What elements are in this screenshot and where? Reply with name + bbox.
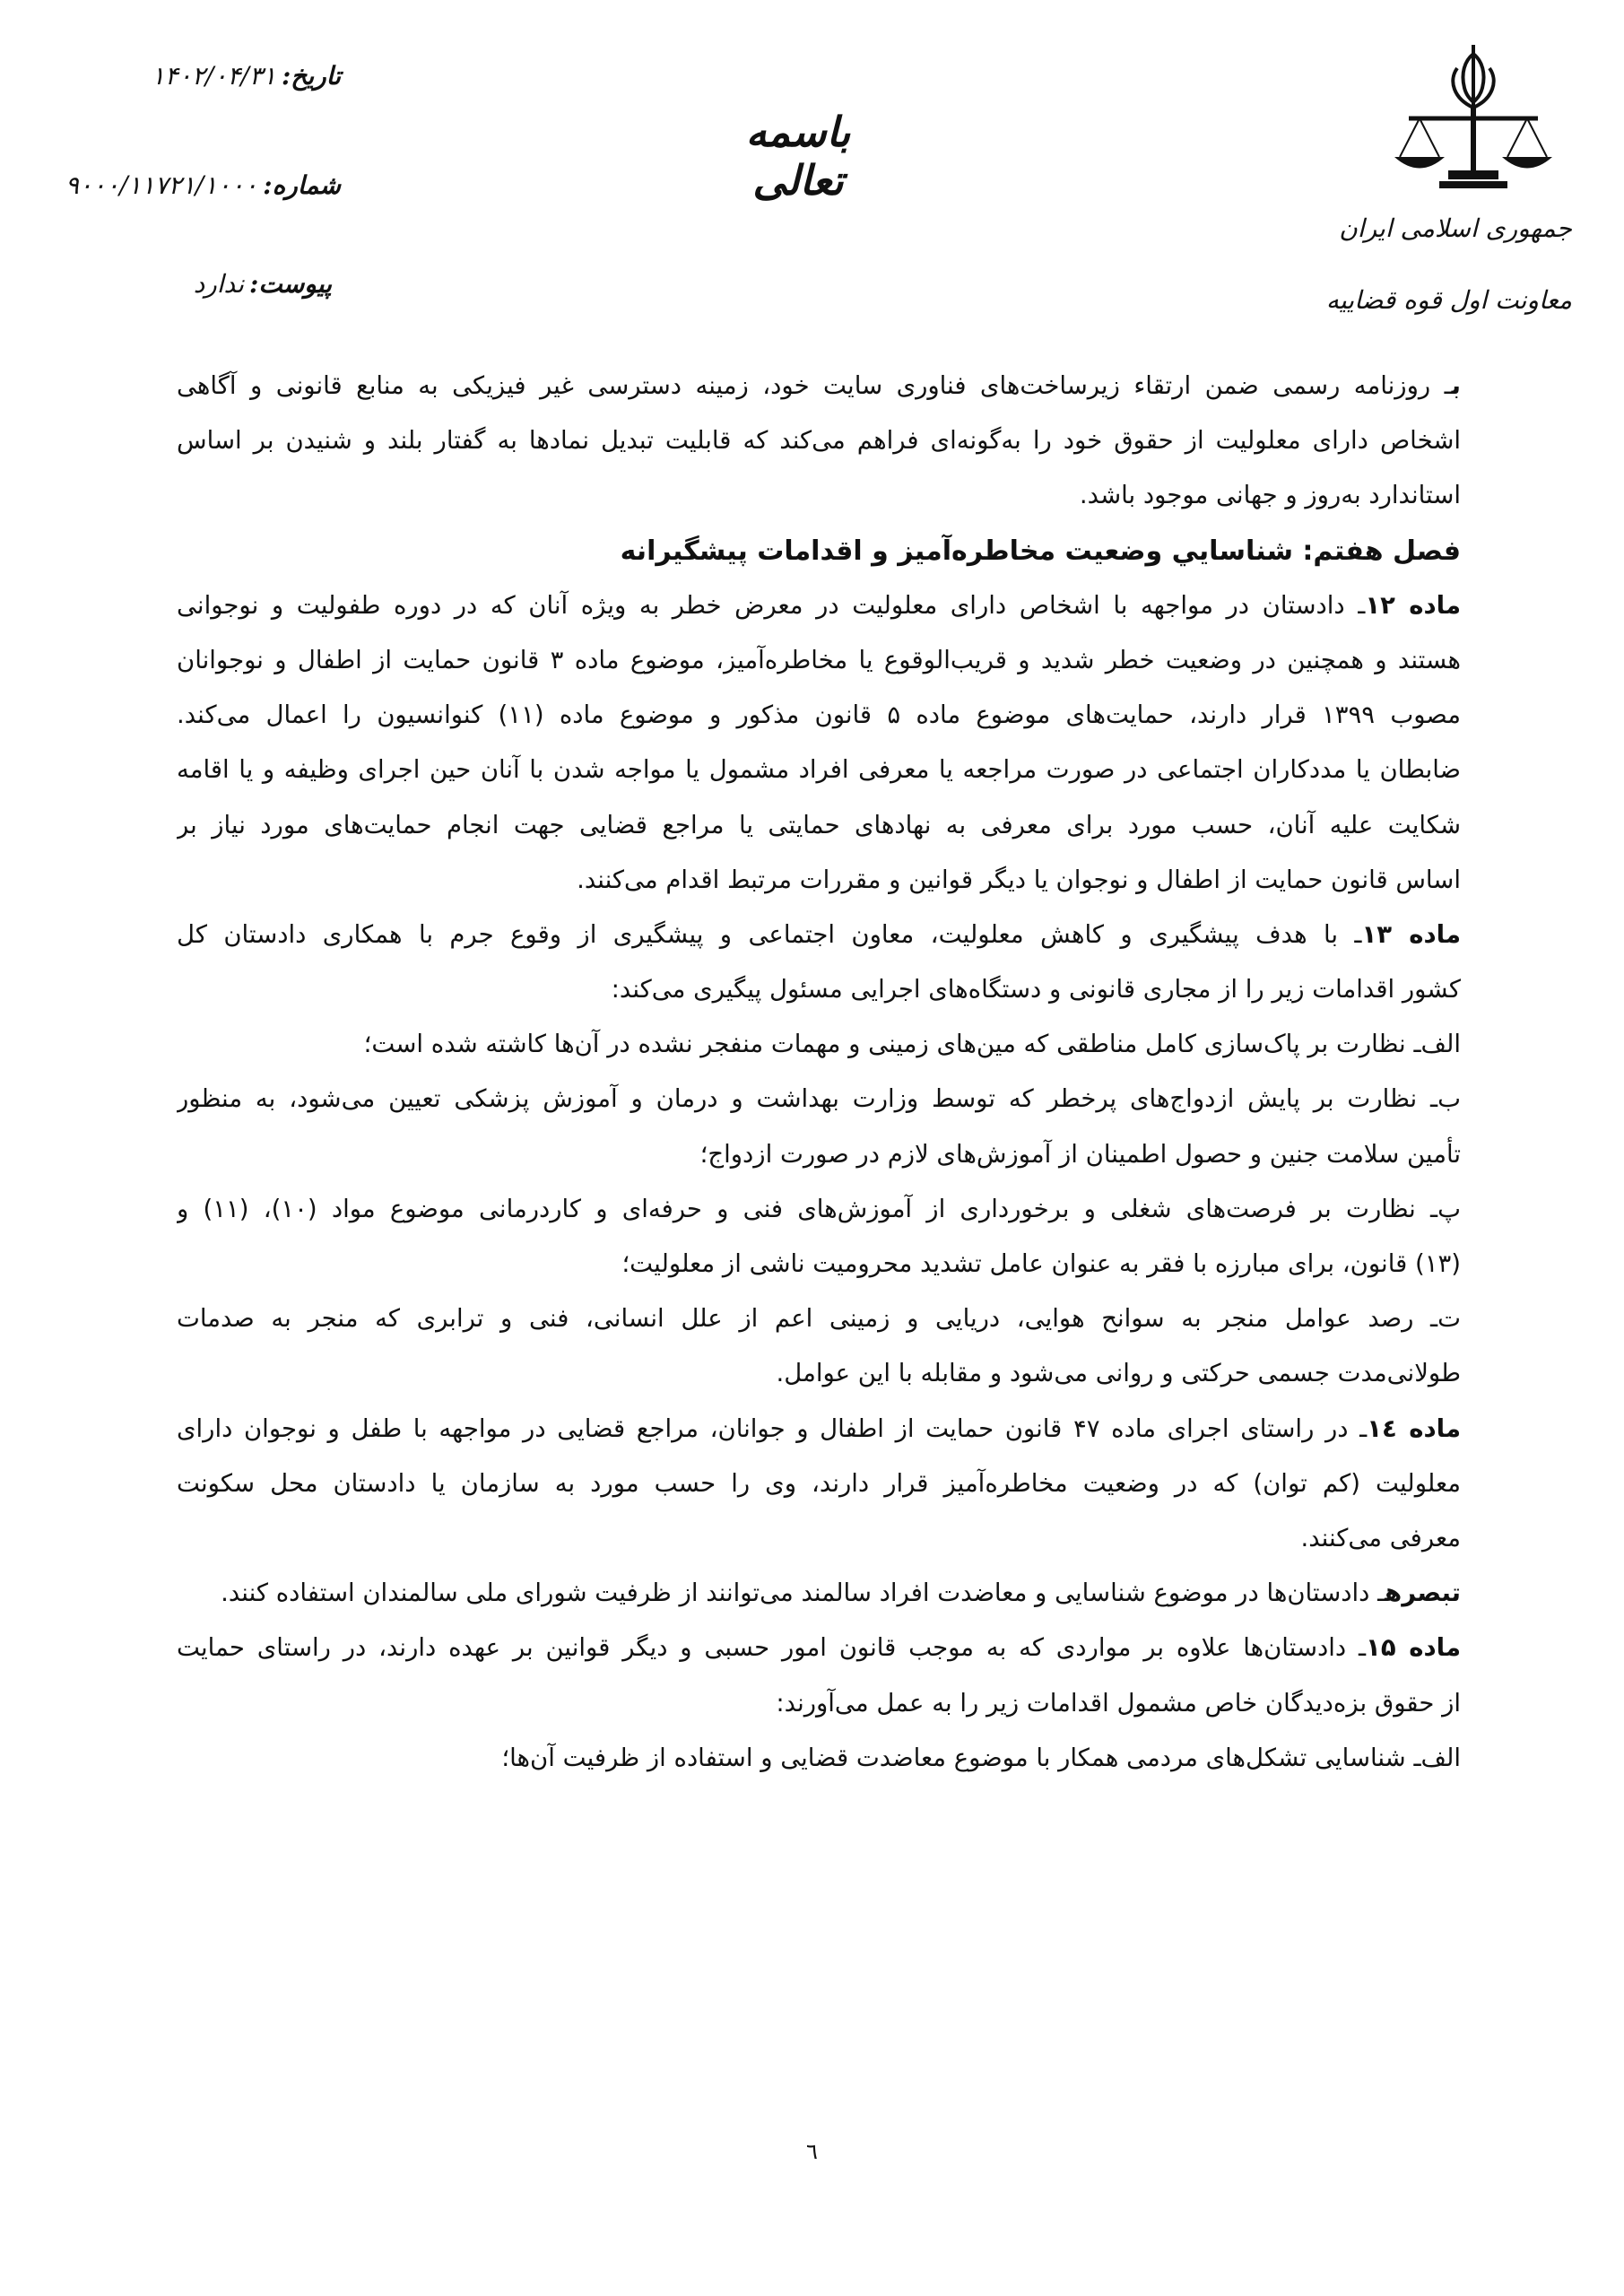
- article-14-line: ماده ۱٤ـ در راستای اجرای ماده ۴۷ قانون حمایت از اطفال و جوانان، مراجع قضایی در مواجهه با طفل و نوجوان دارای: [177, 1413, 1461, 1443]
- article-13-line: پ‌ـ نظارت بر فرصت‌های شغلی و برخورداری از آموزش‌های فنی و حرفه‌ای و کاردرمانی موضوع مواد (۱۰)، (۱۱) و: [177, 1194, 1461, 1223]
- article-13-line: ت‌ـ رصد عوامل منجر به سوانح هوایی، دریایی و زمینی اعم از علل انسانی، فنی و ترابری که منجر به صدمات: [177, 1304, 1461, 1334]
- article-12-line: اساس قانون حمایت از اطفال و نوجوان یا دیگر قوانین و مقررات مرتبط اقدام می‌کنند.: [577, 865, 1461, 894]
- article-14-line: معرفی می‌کنند.: [1300, 1523, 1461, 1552]
- article-12-line: ماده ۱۲ـ دادستان در مواجهه با اشخاص دارای معلولیت در معرض خطر به ویژه آنان که در دوره طفولیت و نوجوانی: [177, 590, 1461, 620]
- note-line: تبصرهـ دادستان‌ها در موضوع شناسایی و معاضدت افراد سالمند می‌توانند از ظرفیت شورای ملی سالمندان استفاده کنند.: [221, 1578, 1461, 1608]
- article-15-line: الف‌ـ شناسایی تشکل‌های مردمی همکار با موضوع معاضدت قضایی و استفاده از ظرفیت آن‌ها؛: [501, 1743, 1461, 1772]
- letter-attachment: [170, 269, 332, 299]
- number-value: ۹۰۰۰/۱۱۷۲۱/۱۰۰۰: [65, 170, 258, 200]
- article-marker: ماده ۱۳: [1361, 919, 1461, 949]
- paragraph-marker: ب: [1451, 371, 1461, 400]
- article-13-line: تأمین سلامت جنین و حصول اطمینان از آموزش‌های لازم در صورت ازدواج؛: [699, 1139, 1461, 1169]
- chapter-title: فصل هفتم: شناسايي وضعيت مخاطره‌آميز و اقدامات پيشگيرانه: [620, 535, 1461, 567]
- date-label: تاریخ:: [281, 61, 341, 91]
- org-department-label: معاونت اول قوه قضاییه: [1325, 285, 1572, 315]
- article-13-line: کشور اقدامات زیر را از مجاری قانونی و دستگاه‌های اجرایی مسئول پیگیری می‌کند:: [611, 975, 1461, 1004]
- article-15-line: ماده ۱۵ـ دادستان‌ها علاوه بر مواردی که به موجب قانون امور حسبی و دیگر قوانین بر عهده دارند، در راستای حمایت: [177, 1633, 1461, 1663]
- article-12-line: مصوب ۱۳۹۹ قرار دارند، حمایت‌های موضوع ماده ۵ قانون مذکور و موضوع ماده (۱۱) کنوانسیون را اعمال می‌کند.: [177, 700, 1461, 730]
- iran-emblem-scales-icon: [1375, 36, 1572, 206]
- letter-date: [135, 61, 341, 91]
- article-13-line: ب‌ـ نظارت بر پایش ازدواج‌های پرخطر که توسط وزارت بهداشت و درمان و آموزش پزشکی تعیین می‌شود، به منظور: [177, 1084, 1461, 1114]
- article-marker: ماده ۱۲: [1365, 590, 1461, 620]
- article-12-line: شکایت علیه آنان، حسب مورد برای معرفی به نهادهای حمایتی یا مراجع قضایی جهت انجام حمایت‌های مورد نیاز بر: [177, 810, 1461, 839]
- number-label: شماره:: [263, 170, 341, 200]
- letter-number: [65, 170, 341, 200]
- attachment-label: پیوست:: [249, 269, 332, 299]
- article-12-line: ضابطان یا مددکاران اجتماعی در صورت مراجعه یا معرفی افراد مشمول یا مواجه شدن با آنان حین اجرای وظیفه و یا اقامه: [177, 755, 1461, 785]
- article-13-line: ماده ۱۳ـ با هدف پیشگیری و کاهش معلولیت، معاون اجتماعی و پیشگیری از وقوع جرم با همکاری دادستان کل: [177, 919, 1461, 949]
- note-marker: تبصره: [1385, 1578, 1461, 1608]
- article-marker: ماده ۱٤: [1367, 1413, 1461, 1443]
- article-13-line: (۱۳) قانون، برای مبارزه با فقر به عنوان عامل تشدید محرومیت ناشی از معلولیت؛: [621, 1249, 1461, 1278]
- paragraph-b-line: اشخاص دارای معلولیت از حقوق خود را به‌گونه‌ای فراهم می‌کند که قابلیت تبدیل نمادها به گفتار بلند و شنیدن بر اساس: [177, 426, 1461, 456]
- page-number: ٦: [806, 2139, 818, 2164]
- paragraph-b-line: استاندارد به‌روز و جهانی موجود باشد.: [1079, 481, 1461, 510]
- article-marker: ماده ۱۵: [1366, 1633, 1461, 1663]
- bismillah-heading: باسمه تعالی: [745, 108, 851, 204]
- article-13-line: طولانی‌مدت جسمی حرکتی و روانی می‌شود و مقابله با این عوامل.: [776, 1359, 1461, 1388]
- org-country-label: جمهوری اسلامی ایران: [1339, 213, 1572, 243]
- article-15-line: از حقوق بزه‌دیدگان خاص مشمول اقدامات زیر را به عمل می‌آورند:: [776, 1688, 1461, 1718]
- article-12-line: هستند و همچنین در وضعیت خطر شدید و قریب‌الوقوع یا مخاطره‌آمیز، موضوع ماده ۳ قانون حمایت از اطفال و نوجوانان: [177, 645, 1461, 674]
- document-body: [177, 359, 1461, 1786]
- attachment-value: ندارد: [193, 269, 244, 299]
- date-value: ۱۴۰۲/۰۴/۳۱: [151, 61, 276, 91]
- article-13-line: الف‌ـ نظارت بر پاک‌سازی کامل مناطقی که مین‌های زمینی و مهمات منفجر نشده در آن‌ها کاشته شده است؛: [363, 1030, 1461, 1059]
- article-14-line: معلولیت (کم توان) که در وضعیت مخاطره‌آمیز قرار دارند، وی را حسب مورد به سازمان یا دادستان محل سکونت: [177, 1468, 1461, 1498]
- paragraph-b-line: بـ روزنامه رسمی ضمن ارتقاء زیرساخت‌های فناوری سایت خود، زمینه دسترسی غیر فیزیکی به منابع قانونی و آگاهی: [177, 371, 1461, 400]
